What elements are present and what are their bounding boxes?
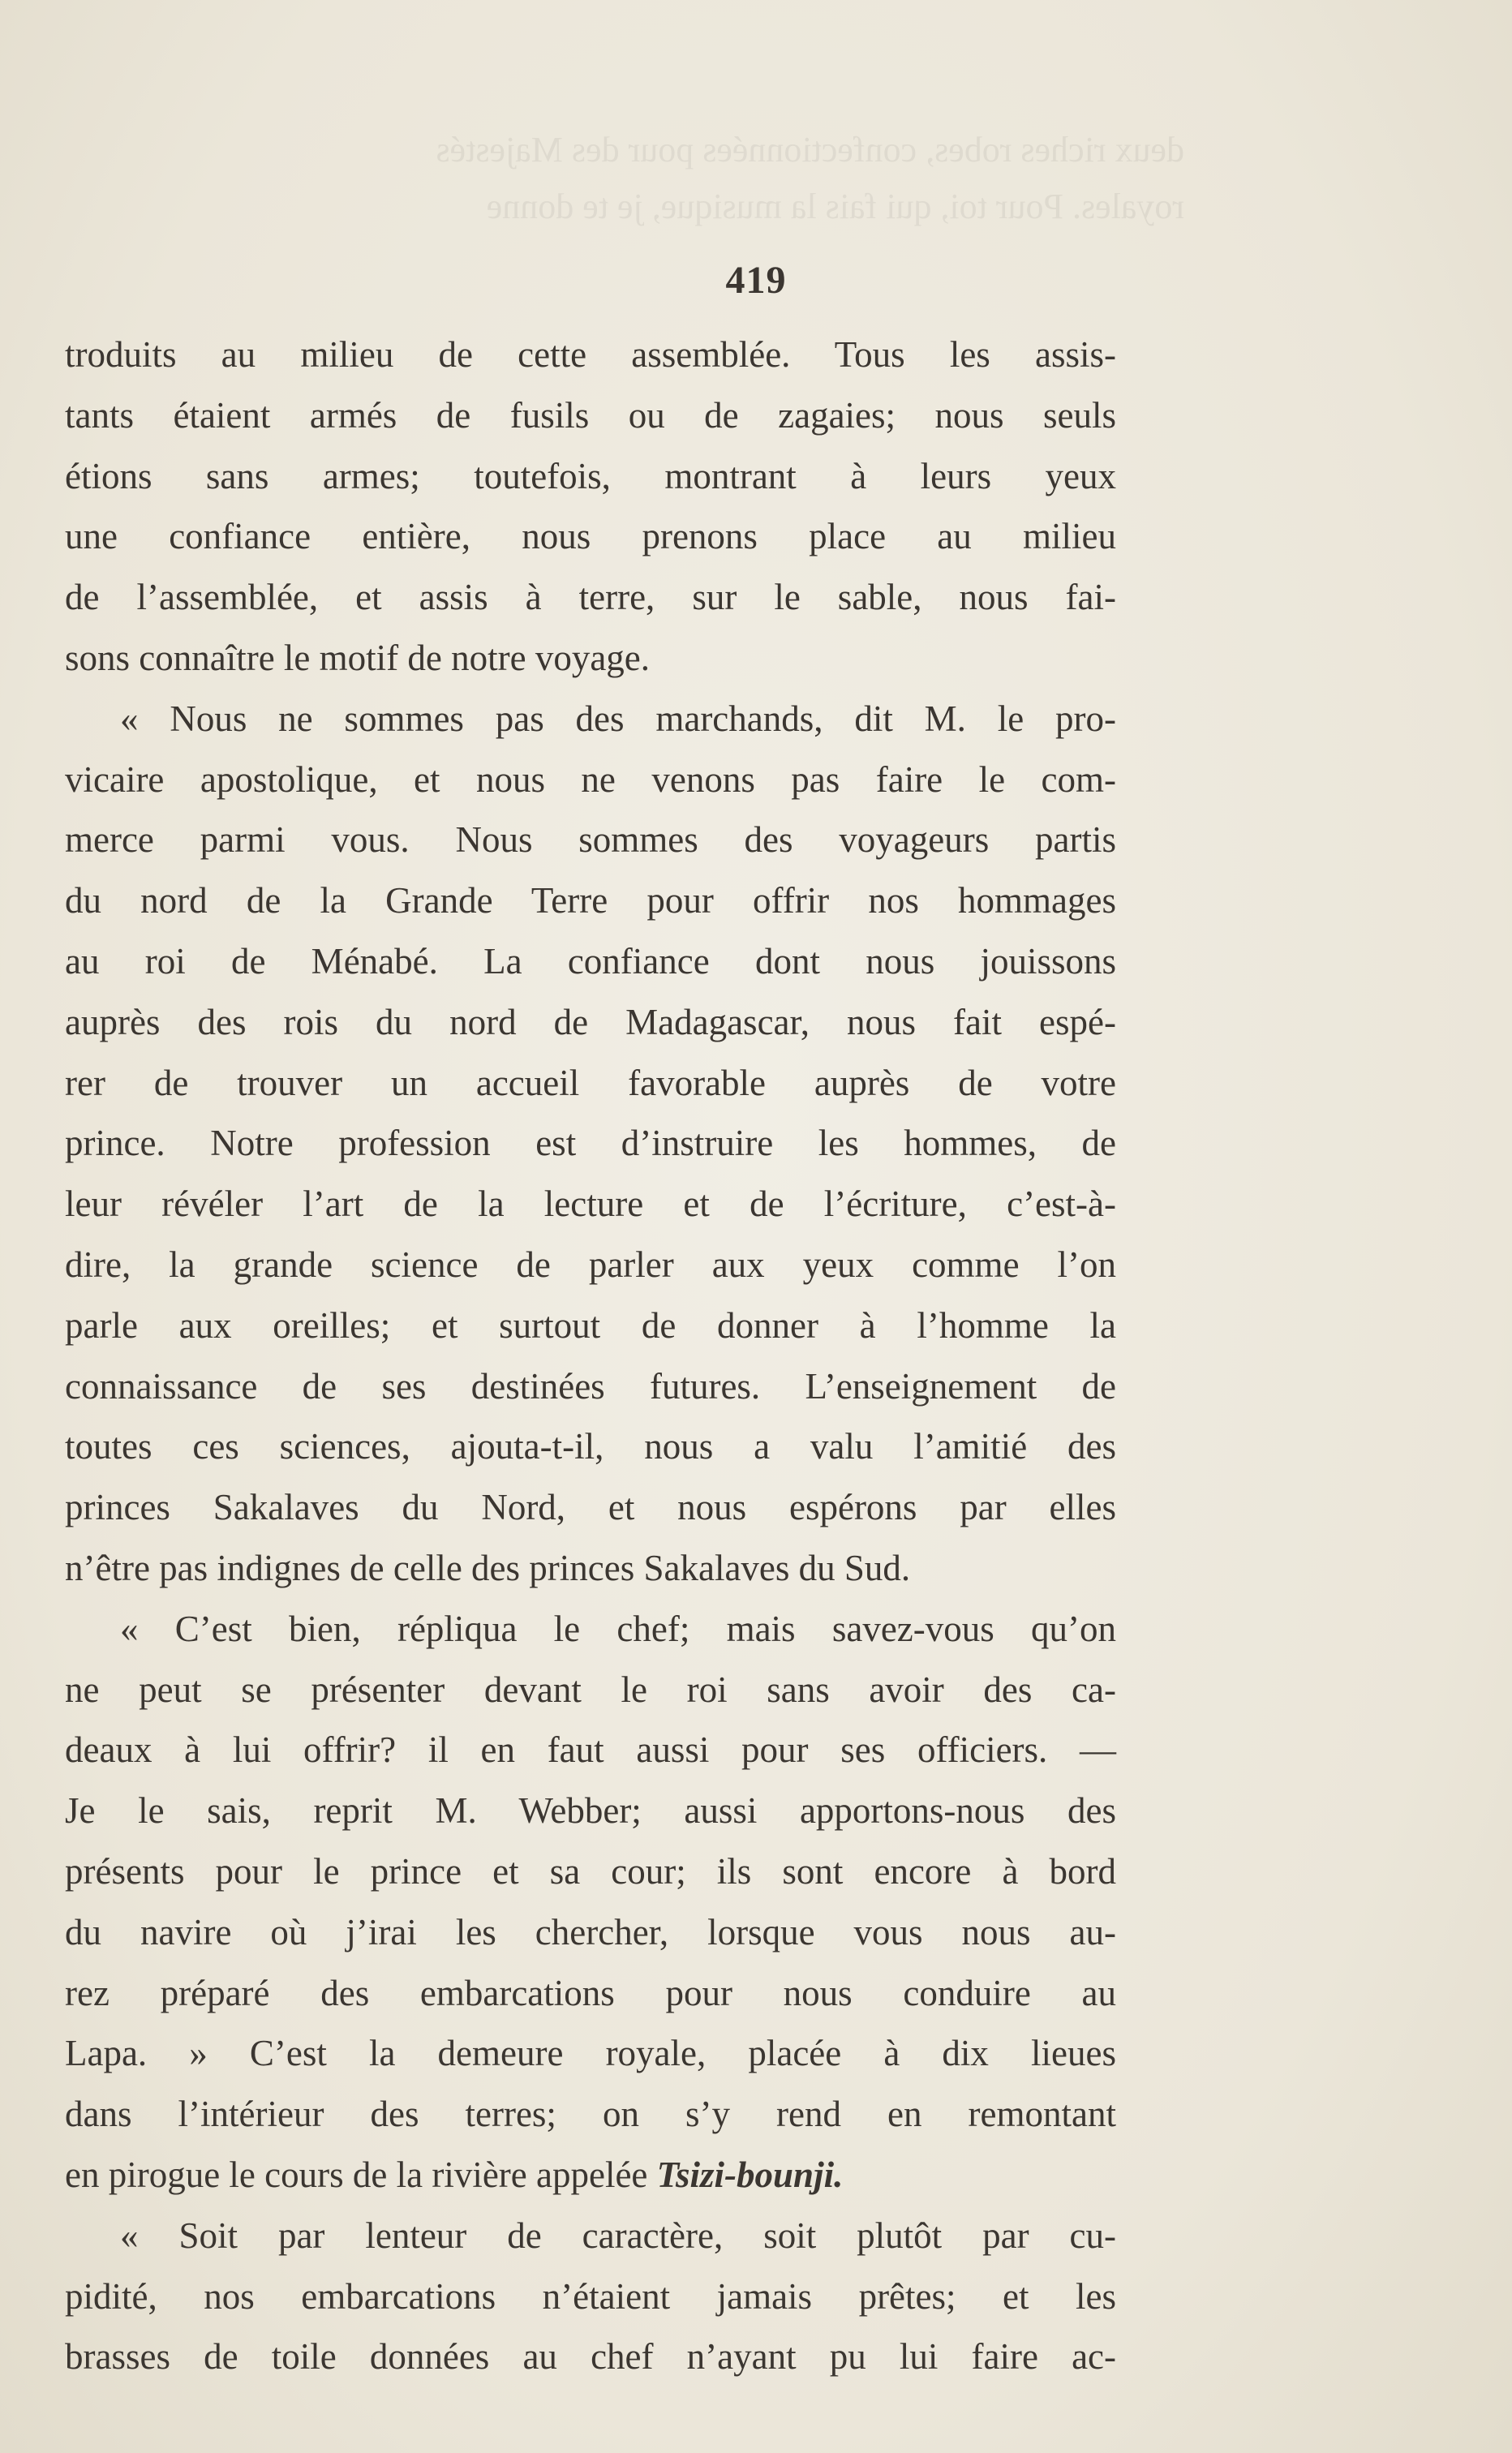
body-text [65,324,1116,2387]
text-line [65,1174,1116,1235]
text-line [65,1113,1116,1174]
text-line [65,2023,1116,2084]
text-line-content: Lapa. » C’est la demeure royale, placée à dix lieues [65,2033,1116,2074]
text-line-content: n’être pas indignes de celle des princes Sakalaves du Sud. [65,1547,911,1588]
text-line [65,1841,1116,1902]
text-line [65,567,1116,628]
text-line [65,1356,1116,1417]
text-line [65,870,1116,931]
text-line-content: du navire où j’irai les chercher, lorsque vous nous au- [65,1911,1116,1953]
text-line [65,1477,1116,1538]
text-line [65,1902,1116,1963]
text-line-content: Je le sais, reprit M. Webber; aussi apportons-nous des [65,1790,1116,1832]
text-line-content: prince. Notre profession est d’instruire les hommes, de [65,1123,1116,1164]
text-line [65,1235,1116,1295]
text-line [65,324,1116,385]
text-line [65,810,1116,870]
text-line-content: troduits au milieu de cette assemblée. Tous les assis- [65,334,1116,375]
text-line [65,2326,1116,2387]
text-line [65,1599,1116,1660]
text-line [65,1963,1116,2024]
text-line-content: princes Sakalaves du Nord, et nous espérons par elles [65,1487,1116,1528]
text-line [65,1416,1116,1477]
text-line [65,2206,1116,2266]
text-line [65,446,1116,507]
text-line-content: une confiance entière, nous prenons place au milieu [65,516,1116,557]
text-line [65,2084,1116,2145]
text-line-content: auprès des rois du nord de Madagascar, nous fait espé- [65,1001,1116,1042]
text-line [65,1538,1116,1599]
text-line-content: rez préparé des embarcations pour nous conduire au [65,1972,1116,2013]
text-line [65,2145,1116,2206]
text-line-content: merce parmi vous. Nous sommes des voyageurs partis [65,819,1116,861]
text-line-content: du nord de la Grande Terre pour offrir nos hommages [65,880,1116,921]
text-line [65,1053,1116,1114]
text-line-content: étions sans armes; toutefois, montrant à leurs yeux [65,455,1116,496]
text-line-content: tants étaient armés de fusils ou de zagaies; nous seuls [65,394,1116,436]
text-line [65,931,1116,992]
text-line-content: dans l’intérieur des terres; on s’y rend en remontant [65,2094,1116,2135]
text-line [65,1720,1116,1781]
text-line [65,992,1116,1053]
text-line-content: connaissance de ses destinées futures. L’enseignement de [65,1365,1116,1407]
text-line-content: vicaire apostolique, et nous ne venons pas faire le com- [65,758,1116,800]
text-line-content: dire, la grande science de parler aux yeux comme l’on [65,1244,1116,1285]
italic-term: Tsizi-bounji. [656,2154,844,2195]
page-number: 419 [725,259,787,302]
text-line-content: deaux à lui offrir? il en faut aussi pour ses officiers. — [65,1729,1116,1771]
show-through-text: deux riches robes, confectionnées pour des Majestés royales. Pour toi, qui fais la musique, je te donne [436,130,1184,226]
text-line [65,750,1116,810]
text-line-content: leur révéler l’art de la lecture et de l’écriture, c’est-à- [65,1184,1116,1225]
text-line-content: « Soit par lenteur de caractère, soit plutôt par cu- [120,2215,1116,2256]
text-line-content: brasses de toile données au chef n’ayant pu lui faire ac- [65,2336,1116,2378]
text-line-content: rer de trouver un accueil favorable auprès de votre [65,1062,1116,1103]
text-line [65,385,1116,446]
text-line-content: « Nous ne sommes pas des marchands, dit M. le pro- [120,698,1116,739]
text-line-content: pidité, nos embarcations n’étaient jamais prêtes; et les [65,2275,1116,2317]
text-line-content: ne peut se présenter devant le roi sans avoir des ca- [65,1669,1116,1710]
text-line [65,506,1116,567]
text-line [65,1295,1116,1356]
text-line-content: présents pour le prince et sa cour; ils sont encore à bord [65,1850,1116,1892]
text-line [65,689,1116,750]
text-line-content: de l’assemblée, et assis à terre, sur le sable, nous fai- [65,577,1116,618]
text-line [65,2266,1116,2327]
text-line [65,628,1116,689]
text-line-content: sons connaître le motif de notre voyage. [65,637,651,678]
text-line-content: au roi de Ménabé. La confiance dont nous jouissons [65,940,1116,982]
text-line [65,1660,1116,1721]
text-line-content: en pirogue le cours de la rivière appelée [65,2154,657,2195]
text-line-content: « C’est bien, répliqua le chef; mais savez-vous qu’on [120,1608,1116,1649]
text-line-content: parle aux oreilles; et surtout de donner à l’homme la [65,1304,1116,1346]
text-line [65,1781,1116,1841]
text-line-content: toutes ces sciences, ajouta-t-il, nous a valu l’amitié des [65,1426,1116,1467]
